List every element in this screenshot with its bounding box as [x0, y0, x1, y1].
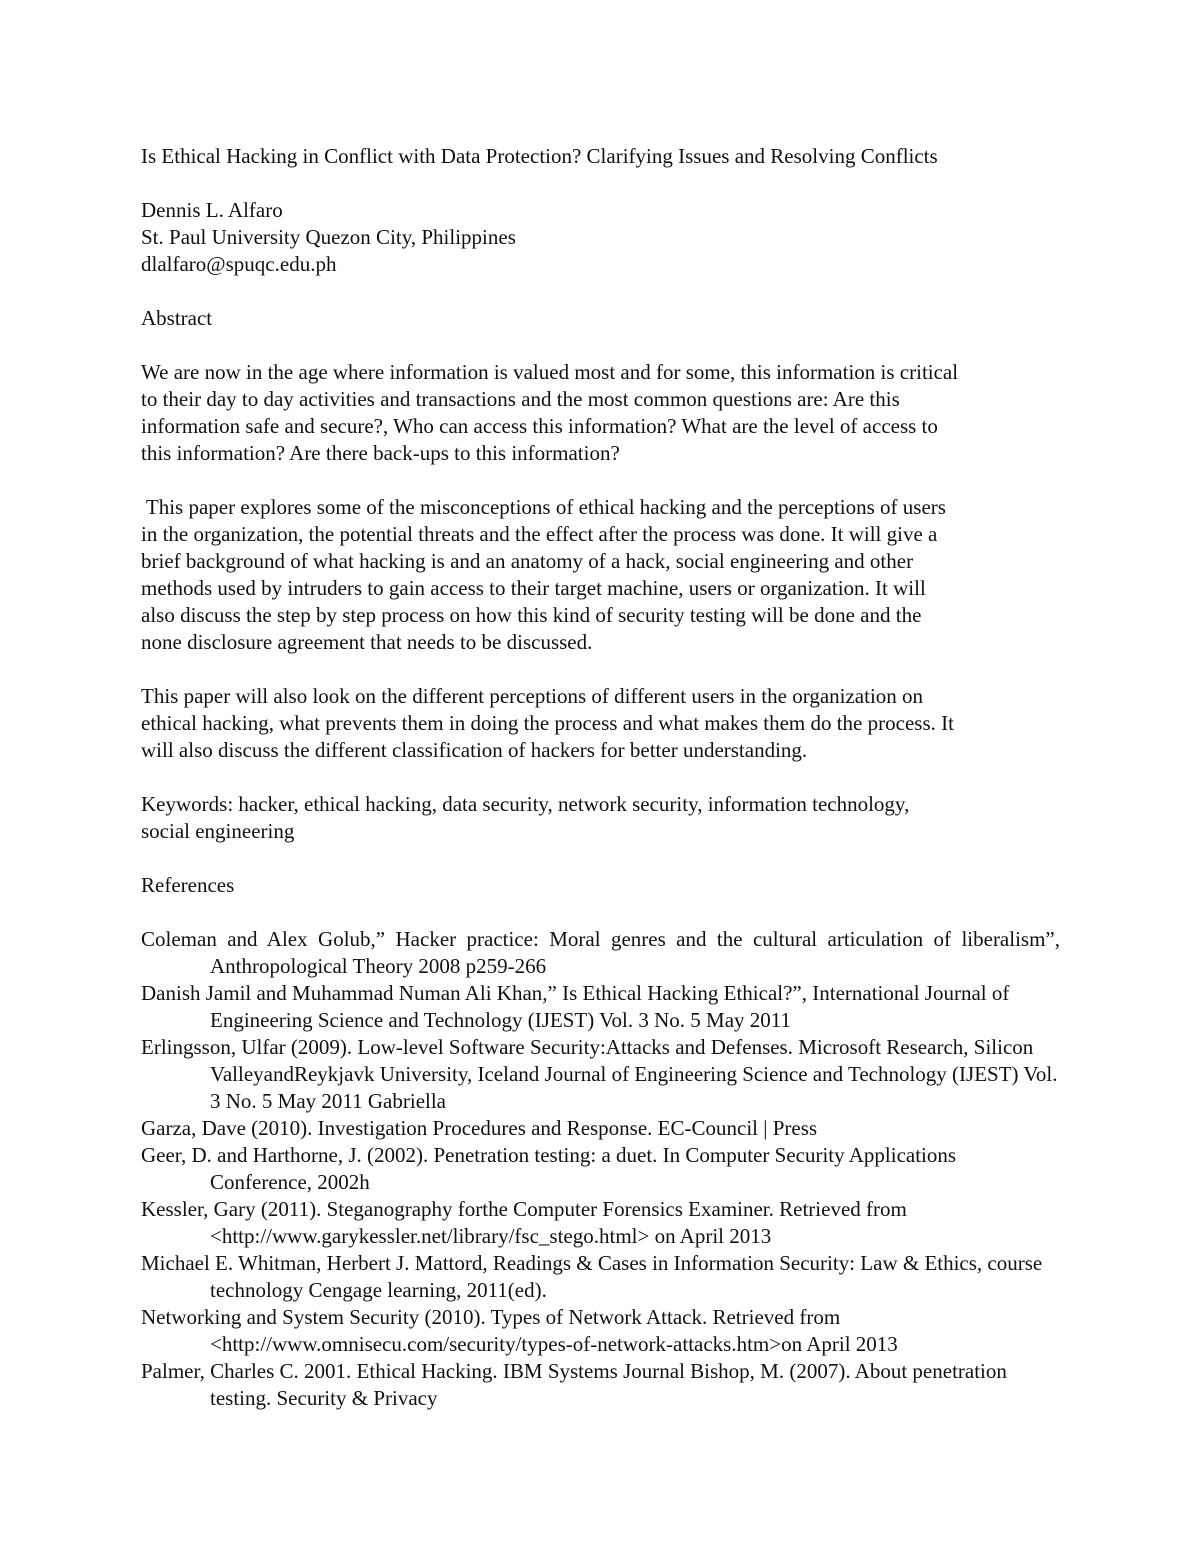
paper-title: Is Ethical Hacking in Conflict with Data Protection? Clarifying Issues and Resolving Conflicts	[141, 144, 938, 168]
abstract-line: ethical hacking, what prevents them in doing the process and what makes them do the process. It	[141, 711, 954, 735]
author-email: dlalfaro@spuqc.edu.ph	[141, 252, 337, 276]
abstract-line: This paper will also look on the different perceptions of different users in the organization on	[141, 684, 924, 708]
keywords-line: Keywords: hacker, ethical hacking, data security, network security, information technology,	[141, 792, 910, 816]
abstract-line: also discuss the step by step process on how this kind of security testing will be done and the	[141, 603, 922, 627]
reference-item: Networking and System Security (2010). Types of Network Attack. Retrieved from <http://www.omnisecu.com/security/types-of-network-attacks.htm>on April 2013	[141, 1305, 898, 1356]
reference-item: Michael E. Whitman, Herbert J. Mattord, Readings & Cases in Information Security: Law & Ethics, course technology Cengage learning, 2011(ed).	[141, 1251, 1043, 1302]
keywords-line: social engineering	[141, 819, 295, 843]
keywords	[141, 791, 1060, 845]
abstract-line: information safe and secure?, Who can access this information? What are the level of access to	[141, 414, 938, 438]
reference-item: Danish Jamil and Muhammad Numan Ali Khan,” Is Ethical Hacking Ethical?”, International Journal of Engineering Science and Technology (IJEST) Vol. 3 No. 5 May 2011	[141, 981, 1010, 1032]
abstract-line: none disclosure agreement that needs to be discussed.	[141, 630, 593, 654]
abstract-line: This paper explores some of the misconceptions of ethical hacking and the perceptions of users	[141, 495, 946, 519]
author-block	[141, 197, 1060, 278]
abstract-line: to their day to day activities and transactions and the most common questions are: Are this	[141, 387, 900, 411]
abstract-line: methods used by intruders to gain access to their target machine, users or organization. It will	[141, 576, 926, 600]
reference-item: Kessler, Gary (2011). Steganography forthe Computer Forensics Examiner. Retrieved from <http://www.garykessler.net/library/fsc_stego.html> on April 2013	[141, 1197, 907, 1248]
reference-list	[141, 926, 1060, 1412]
abstract-line: We are now in the age where information is valued most and for some, this information is critical	[141, 360, 959, 384]
abstract-heading: Abstract	[141, 306, 213, 330]
references-heading: References	[141, 873, 235, 897]
reference-item: Geer, D. and Harthorne, J. (2002). Penetration testing: a duet. In Computer Security Applications Conference, 2002h	[141, 1143, 957, 1194]
reference-item: Coleman and Alex Golub,” Hacker practice: Moral genres and the cultural articulation of liberalism”, Anthropological Theory 2008 p259-266	[141, 927, 1060, 978]
abstract-line: brief background of what hacking is and an anatomy of a hack, social engineering and other	[141, 549, 914, 573]
author-name: Dennis L. Alfaro	[141, 198, 283, 222]
abstract-paragraph	[141, 494, 1060, 656]
reference-item: Palmer, Charles C. 2001. Ethical Hacking. IBM Systems Journal Bishop, M. (2007). About penetration testing. Security & Privacy	[141, 1359, 1007, 1410]
abstract-line: in the organization, the potential threats and the effect after the process was done. It will give a	[141, 522, 938, 546]
reference-item: Garza, Dave (2010). Investigation Procedures and Response. EC-Council | Press	[141, 1116, 818, 1140]
abstract-line: this information? Are there back-ups to this information?	[141, 441, 620, 465]
abstract-line: will also discuss the different classification of hackers for better understanding.	[141, 738, 808, 762]
abstract-paragraph	[141, 359, 1060, 467]
abstract-paragraph	[141, 683, 1060, 764]
author-affiliation: St. Paul University Quezon City, Philippines	[141, 225, 516, 249]
reference-item: Erlingsson, Ulfar (2009). Low-level Software Security:Attacks and Defenses. Microsoft Research, Silicon ValleyandReykjavk University, Iceland Journal of Engineering Science and Technology (IJEST) Vol. 3 No. 5 May 2011 Gabriella	[141, 1035, 1058, 1113]
